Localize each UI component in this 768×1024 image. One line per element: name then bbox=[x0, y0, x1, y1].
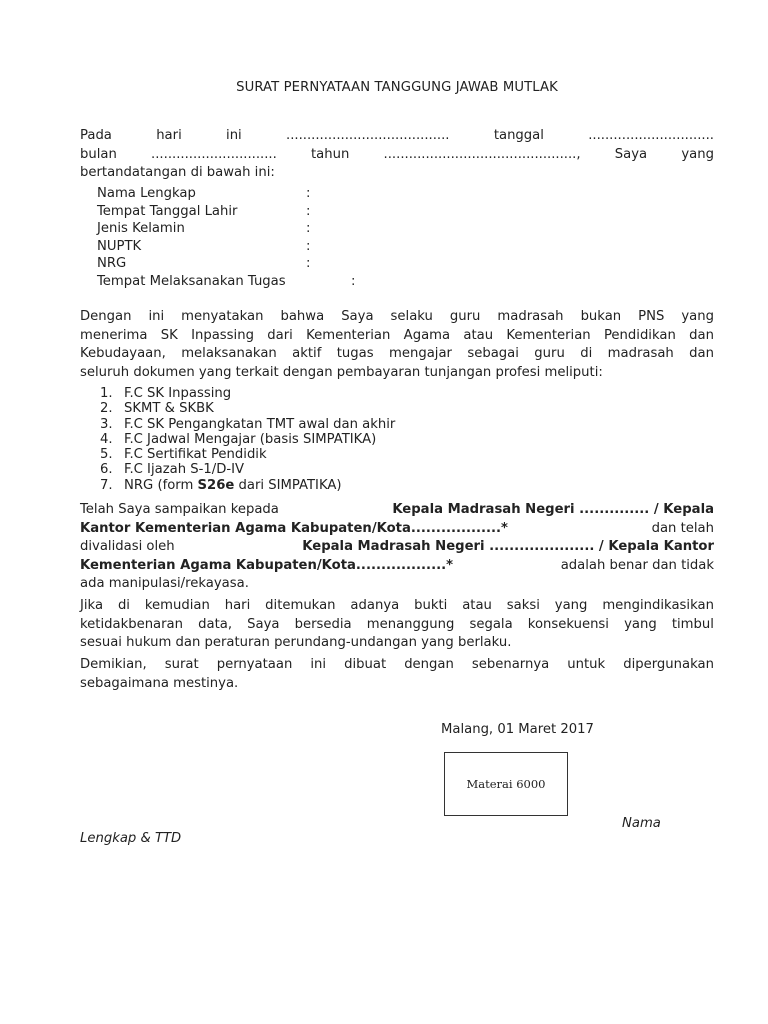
word: bukti bbox=[414, 598, 448, 613]
list-text: dari SIMPATIKA) bbox=[234, 477, 342, 493]
submission-line-1 bbox=[80, 501, 714, 520]
word: adanya bbox=[350, 598, 400, 613]
word: ini bbox=[226, 128, 242, 143]
statement-line-1 bbox=[80, 308, 714, 327]
word: Kementerian bbox=[506, 327, 591, 343]
word: timbul bbox=[671, 616, 714, 632]
word: pernyataan bbox=[216, 657, 293, 672]
word: surat bbox=[164, 657, 199, 672]
word: ini bbox=[310, 657, 327, 672]
identity-fields bbox=[97, 185, 356, 291]
closing-paragraph bbox=[80, 656, 714, 693]
field-colon: : bbox=[306, 221, 311, 237]
consequence-line-2 bbox=[80, 616, 714, 635]
list-item bbox=[100, 478, 395, 493]
word: yang bbox=[681, 309, 714, 324]
word: ketidakbenaran bbox=[80, 616, 183, 632]
intro-line-2 bbox=[80, 146, 714, 165]
word: sebagai bbox=[467, 346, 519, 362]
stamp-box bbox=[444, 752, 568, 816]
text-span: Telah Saya sampaikan kepada bbox=[80, 502, 279, 517]
statement-line-4: seluruh dokumen yang terkait dengan pembayaran tunjangan profesi meliputi: bbox=[80, 364, 603, 380]
date-blank: ....................................... bbox=[286, 128, 450, 143]
word: di bbox=[117, 598, 130, 613]
list-item bbox=[100, 401, 395, 416]
list-number: 1. bbox=[100, 386, 113, 401]
word: Pendidikan bbox=[603, 327, 676, 343]
word: Inpassing bbox=[191, 327, 254, 343]
list-text: F.C SK Pengangkatan TMT awal dan akhir bbox=[124, 416, 396, 432]
word: kemudian bbox=[144, 598, 210, 613]
list-number: 6. bbox=[100, 462, 113, 478]
word: data, bbox=[198, 616, 233, 632]
word: guru bbox=[534, 346, 565, 362]
word: konsekuensi bbox=[527, 616, 609, 632]
field-label: Nama Lengkap bbox=[97, 186, 196, 201]
word: bersedia bbox=[294, 616, 352, 632]
list-number: 2. bbox=[100, 401, 113, 417]
word: tanggal bbox=[493, 128, 544, 143]
stamp-label: Materai 6000 bbox=[466, 777, 546, 791]
list-text: F.C Jadwal Mengajar (basis SIMPATIKA) bbox=[124, 431, 377, 447]
word: Jika bbox=[80, 598, 104, 613]
submission-paragraph bbox=[80, 501, 714, 594]
list-number: 7. bbox=[100, 477, 113, 493]
field-colon: : bbox=[306, 256, 311, 272]
word: segala bbox=[469, 616, 513, 632]
field-label: Tempat Melaksanakan Tugas bbox=[97, 273, 286, 289]
date-blank: .............................. bbox=[588, 128, 714, 143]
list-text: F.C SK Inpassing bbox=[124, 386, 232, 401]
statement-line-2 bbox=[80, 327, 714, 346]
list-text: NRG (form bbox=[124, 477, 198, 493]
closing-line-1 bbox=[80, 656, 714, 675]
submission-line-4 bbox=[80, 557, 714, 576]
authority-text: Kepala Madrasah Negeri .............. / Kepala bbox=[392, 502, 714, 517]
word: dan bbox=[689, 327, 714, 343]
word: Saya bbox=[341, 309, 374, 324]
word: Kebudayaan, bbox=[80, 346, 166, 362]
document-title: SURAT PERNYATAAN TANGGUNG JAWAB MUTLAK bbox=[236, 80, 558, 95]
field-nrg bbox=[97, 255, 311, 273]
field-jenis-kelamin bbox=[97, 220, 311, 238]
word: bulan bbox=[80, 146, 117, 162]
word: Pada bbox=[80, 128, 112, 143]
list-text: F.C Sertifikat Pendidik bbox=[124, 447, 267, 463]
year-blank: .............................................., bbox=[383, 146, 581, 162]
word: menanggung bbox=[366, 616, 455, 632]
word: dibuat bbox=[344, 657, 387, 672]
word: aktif bbox=[292, 346, 322, 362]
word: melaksanakan bbox=[181, 346, 277, 362]
word: madrasah bbox=[497, 309, 564, 324]
word: bahwa bbox=[280, 309, 325, 324]
word: ditemukan bbox=[265, 598, 336, 613]
submission-line-3 bbox=[80, 538, 714, 557]
field-nama-lengkap bbox=[97, 185, 311, 203]
field-label: Jenis Kelamin bbox=[97, 221, 185, 237]
word: PNS bbox=[638, 309, 665, 324]
place-date: Malang, 01 Maret 2017 bbox=[441, 722, 594, 737]
word: menerima bbox=[80, 327, 148, 343]
intro-paragraph bbox=[80, 127, 714, 183]
list-item bbox=[100, 462, 395, 477]
word: menyatakan bbox=[181, 309, 264, 324]
list-number: 4. bbox=[100, 431, 113, 447]
month-blank: .............................. bbox=[151, 146, 277, 162]
signature-name-part-1: Nama bbox=[622, 816, 661, 831]
word: hari bbox=[156, 128, 182, 143]
document-list bbox=[100, 386, 395, 493]
word: guru bbox=[449, 309, 481, 324]
word: atau bbox=[462, 598, 492, 613]
list-number: 5. bbox=[100, 447, 113, 463]
word: saksi bbox=[506, 598, 540, 613]
field-label: NUPTK bbox=[97, 238, 142, 254]
consequence-paragraph bbox=[80, 597, 714, 653]
word: Saya bbox=[614, 146, 648, 162]
word: selaku bbox=[390, 309, 433, 324]
word: dipergunakan bbox=[623, 657, 714, 672]
word: hari bbox=[224, 598, 251, 613]
word: yang bbox=[554, 598, 588, 613]
field-label: NRG bbox=[97, 256, 127, 272]
word: di bbox=[580, 346, 593, 362]
word: SK bbox=[160, 327, 178, 343]
signature-name-part-2: Lengkap & TTD bbox=[80, 831, 182, 846]
closing-line-2: sebagaimana mestinya. bbox=[80, 675, 239, 691]
word: bukan bbox=[580, 309, 622, 324]
statement-line-3 bbox=[80, 345, 714, 364]
word: ini bbox=[148, 309, 165, 324]
statement-paragraph bbox=[80, 308, 714, 382]
word: atau bbox=[463, 327, 494, 343]
field-label: Tempat Tanggal Lahir bbox=[97, 203, 238, 219]
word: Kementerian bbox=[306, 327, 391, 343]
word: dengan bbox=[404, 657, 454, 672]
consequence-line-3: sesuai hukum dan peraturan perundang-undangan yang berlaku. bbox=[80, 635, 512, 651]
list-item bbox=[100, 386, 395, 401]
field-tempat-tugas bbox=[97, 273, 356, 291]
word: sebenarnya bbox=[471, 657, 550, 672]
field-nuptk bbox=[97, 238, 311, 256]
field-colon: : bbox=[306, 238, 311, 254]
authority-text: Kementerian Agama Kabupaten/Kota..................* bbox=[80, 557, 453, 573]
list-number: 3. bbox=[100, 416, 113, 432]
list-item bbox=[100, 417, 395, 432]
text-span: divalidasi oleh bbox=[80, 539, 175, 555]
field-tempat-tanggal-lahir bbox=[97, 203, 311, 221]
field-colon: : bbox=[306, 203, 311, 219]
form-code: S26e bbox=[197, 477, 235, 493]
word: tugas bbox=[336, 346, 374, 362]
list-item bbox=[100, 432, 395, 447]
consequence-line-1 bbox=[80, 597, 714, 616]
list-item bbox=[100, 447, 395, 462]
word: mengindikasikan bbox=[602, 598, 714, 613]
authority-text: Kantor Kementerian Agama Kabupaten/Kota..................* bbox=[80, 520, 508, 536]
word: yang bbox=[681, 146, 714, 162]
submission-line-5: ada manipulasi/rekayasa. bbox=[80, 576, 249, 592]
word: madrasah bbox=[607, 346, 674, 362]
text-span: dan telah bbox=[651, 520, 714, 536]
word: Agama bbox=[403, 327, 451, 343]
intro-line-1 bbox=[80, 127, 714, 146]
word: dari bbox=[267, 327, 293, 343]
word: dan bbox=[689, 346, 714, 362]
word: yang bbox=[624, 616, 657, 632]
field-colon: : bbox=[306, 186, 311, 201]
word: untuk bbox=[567, 657, 606, 672]
list-text: SKMT & SKBK bbox=[124, 401, 214, 417]
word: mengajar bbox=[389, 346, 452, 362]
field-colon: : bbox=[351, 273, 356, 289]
word: Dengan bbox=[80, 309, 132, 324]
word: tahun bbox=[311, 146, 350, 162]
word: Saya bbox=[247, 616, 280, 632]
submission-line-2 bbox=[80, 520, 714, 539]
intro-line-3: bertandatangan di bawah ini: bbox=[80, 165, 275, 181]
text-span: adalah benar dan tidak bbox=[560, 557, 714, 573]
word: Demikian, bbox=[80, 657, 147, 672]
authority-text: Kepala Madrasah Negeri ..................... / Kepala Kantor bbox=[302, 539, 714, 555]
list-text: F.C Ijazah S-1/D-IV bbox=[124, 462, 245, 478]
